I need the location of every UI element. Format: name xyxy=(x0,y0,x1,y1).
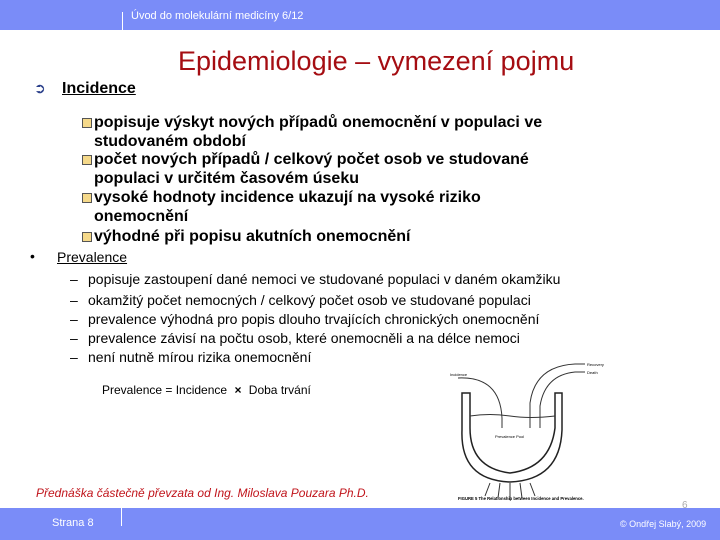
prevalence-item: – prevalence závisí na počtu osob, které onemocněli a na délce nemoci xyxy=(70,330,520,346)
svg-text:Incidence: Incidence xyxy=(450,372,468,377)
incidence-heading: Incidence xyxy=(62,80,136,97)
svg-text:FIGURE 5 The Relationship bet: FIGURE 5 The Relationship between Incidence and Prevalence. xyxy=(458,496,584,501)
arrow-bullet-icon: ➲ xyxy=(34,80,46,96)
square-bullet-icon xyxy=(82,193,92,203)
course-title: Úvod do molekulární medicíny 6/12 xyxy=(131,10,304,22)
square-bullet-icon xyxy=(82,155,92,165)
formula: Prevalence = Incidence × Doba trvání xyxy=(102,383,311,397)
header-bar xyxy=(0,0,720,30)
square-bullet-icon xyxy=(82,232,92,242)
footer-bar xyxy=(0,508,720,540)
prevalence-heading: Prevalence xyxy=(57,249,128,265)
prevalence-item: – popisuje zastoupení dané nemoci ve studované populaci v daném okamžiku xyxy=(70,271,561,287)
incidence-prevalence-figure xyxy=(450,358,620,503)
incidence-item: popisuje výskyt nových případů onemocnění v populaci ve studovaném období xyxy=(94,114,614,151)
prevalence-item: – okamžitý počet nemocných / celkový počet osob ve studované populaci xyxy=(70,292,531,308)
svg-text:Prevalence Pool: Prevalence Pool xyxy=(495,434,525,439)
square-bullet-icon xyxy=(82,118,92,128)
header-divider xyxy=(122,12,123,30)
credit-note: Přednáška částečně převzata od Ing. Miloslava Pouzara Ph.D. xyxy=(36,486,369,500)
prevalence-item: – prevalence výhodná pro popis dlouho trvajících chronických onemocnění xyxy=(70,311,540,327)
copyright: © Ondřej Slabý, 2009 xyxy=(620,519,707,529)
incidence-item: výhodné při popisu akutních onemocnění xyxy=(94,228,410,247)
slide-title: Epidemiologie – vymezení pojmu xyxy=(178,46,575,76)
round-bullet-icon: • xyxy=(30,248,35,264)
footer-divider xyxy=(121,508,122,526)
incidence-item: vysoké hodnoty incidence ukazují na vysoké riziko onemocnění xyxy=(94,189,544,226)
svg-text:Recovery: Recovery xyxy=(587,362,604,367)
slide-number: 6 xyxy=(682,500,688,511)
prevalence-item: – není nutně mírou rizika onemocnění xyxy=(70,349,312,365)
incidence-item: počet nových případů / celkový počet osob ve studované populaci v určitém časovém úseku xyxy=(94,151,594,188)
svg-text:Death: Death xyxy=(587,370,598,375)
page-number: Strana 8 xyxy=(52,517,94,529)
